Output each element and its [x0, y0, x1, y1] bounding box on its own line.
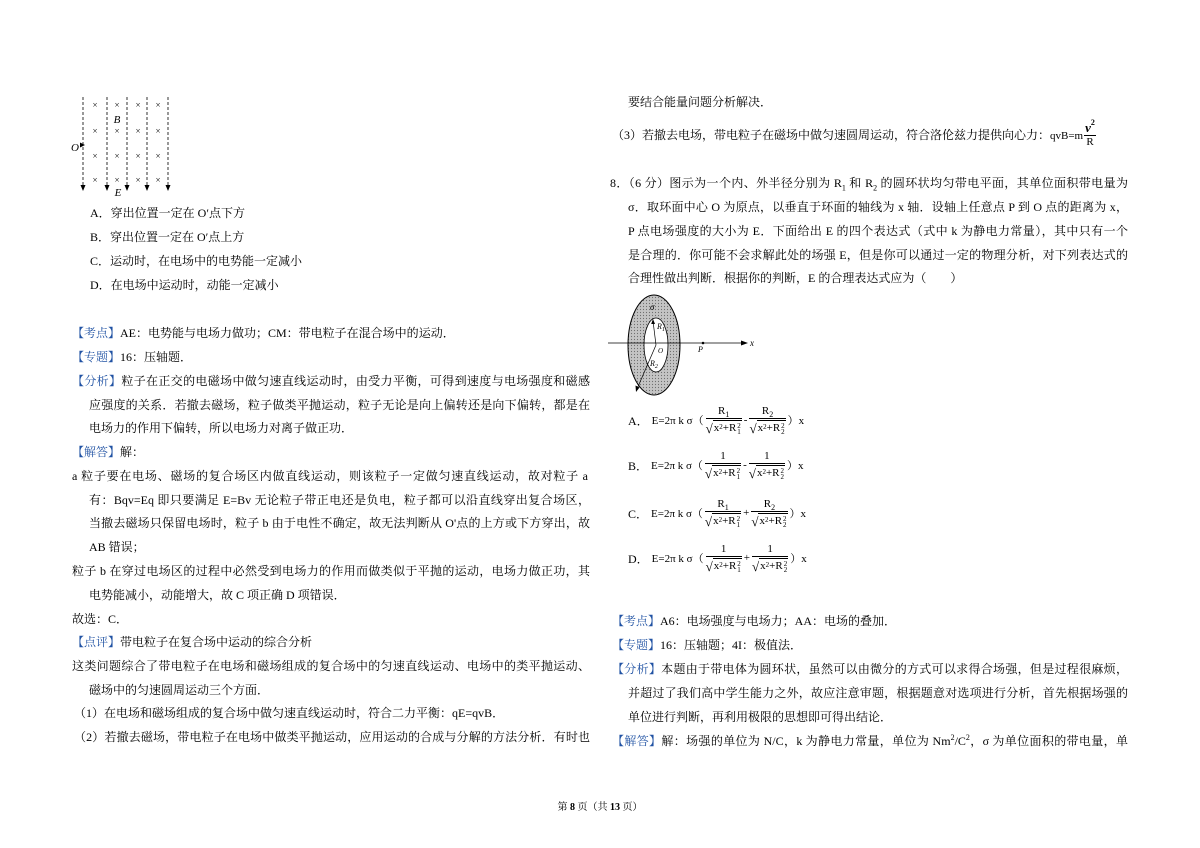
numerator-subscript: 2 [771, 503, 776, 513]
subscript: 2 [873, 183, 878, 193]
dianping-text: 带电粒子在复合场中运动的综合分析 [120, 635, 313, 649]
fraction-denominator [752, 557, 788, 573]
kaodian-text: AE：电势能与电场力做功；CM：带电粒子在混合场中的运动． [120, 326, 455, 340]
cross-mark: × [114, 126, 120, 136]
exponent: 2 [737, 560, 741, 568]
footer-text: 页） [620, 802, 643, 813]
numerator-value: R [717, 498, 725, 510]
point-p-dot [702, 342, 705, 345]
subscript: 2 [780, 473, 784, 481]
question-8-line: 合理性做出判断．根据你的判断，E 的合理表达式应为（ ） [628, 271, 963, 285]
formula-fraction [752, 543, 788, 573]
sup-sub [781, 423, 785, 435]
arrow-right-icon [80, 143, 85, 148]
r1-label-sub: 1 [661, 327, 665, 333]
formula-num-var: v [1085, 120, 1091, 135]
formula-fraction [1084, 117, 1096, 149]
var-x: x [757, 422, 764, 434]
var-r: R [775, 560, 783, 572]
formula-lhs: qvB=m [1050, 130, 1084, 142]
sup-sub [781, 468, 785, 480]
sup-sub [737, 516, 741, 528]
question-8-line: σ．取环面中心 O 为原点，以垂直于环面的轴线为 x 轴．设轴上任意点 P 到 O 点的距离为 x， [628, 200, 1128, 214]
field-e-label: E [114, 187, 122, 199]
subscript: 2 [781, 428, 785, 436]
zhuanti-text: 16：压轴题． [120, 350, 193, 364]
fraction-numerator [705, 450, 741, 464]
plus-sign: + [768, 515, 775, 527]
dianping-line [72, 634, 312, 650]
question-8-line [610, 175, 1128, 191]
radicand [759, 558, 788, 573]
fraction-denominator [706, 557, 742, 573]
numerator-value: R [763, 498, 772, 510]
formula-fraction [706, 543, 742, 573]
exponent: 2 [765, 561, 770, 569]
arrow-down-icon [125, 185, 130, 191]
formula-option-b [628, 450, 804, 480]
var-x: x [759, 515, 765, 527]
plus-sign: + [722, 515, 729, 527]
exponent: 2 [719, 561, 723, 569]
dianping-item [612, 117, 1096, 148]
option-label: C． [628, 506, 649, 521]
sup-sub [737, 423, 741, 435]
radicand [758, 513, 787, 528]
exponent: 2 [763, 423, 767, 431]
cross-mark: × [114, 151, 120, 161]
var-r: R [772, 467, 780, 479]
r2-label-base: R [650, 359, 655, 368]
var-r: R [728, 467, 736, 479]
exponent: 2 [762, 468, 766, 476]
fraction-denominator [705, 464, 741, 480]
plus-sign: + [769, 560, 776, 572]
arrow-down-icon [105, 185, 110, 191]
arrow-down-icon [166, 185, 171, 191]
sqrt-icon: √ [749, 421, 757, 436]
sup-sub [783, 516, 787, 528]
formula-prefix: E=2π k σ（ [651, 553, 704, 565]
fraction-numerator [749, 405, 785, 419]
formula-suffix: ）x [787, 415, 805, 427]
cross-mark: × [155, 126, 161, 136]
jieda-text: 解： [120, 445, 145, 459]
fraction-numerator [706, 543, 742, 557]
exponent: 2 [718, 516, 723, 524]
fraction-numerator [752, 543, 788, 557]
arrow-right-icon [741, 341, 748, 346]
subscript: 2 [783, 566, 788, 574]
numerator-subscript: 1 [724, 503, 729, 513]
var-x: x [713, 467, 719, 479]
operator: - [743, 459, 747, 471]
fenxi-label: 【分析】 [612, 662, 662, 676]
plus-sign: + [722, 422, 729, 434]
cross-mark: × [155, 175, 161, 185]
jieda-line [612, 733, 1128, 749]
numerator-value: 1 [720, 450, 726, 462]
question-8-line: P 点电场强度的大小为 E．下面给出 E 的四个表达式（式中 k 为静电力常量），其中只有一个 [628, 224, 1128, 238]
operator: - [743, 414, 748, 426]
arrow-down-icon [145, 185, 150, 191]
formula-prefix: E=2π k σ（ [651, 508, 703, 520]
operator: + [743, 507, 750, 519]
jieda-line [72, 444, 144, 460]
origin-o-label: O [71, 142, 79, 154]
point-p-label: P [698, 345, 703, 354]
jieda-line: 当撤去磁场只保留电场时，粒子 b 由于电性不确定，故无法判断从 O'点的上方或下方穿出，故 [89, 516, 590, 530]
dianping-label: 【点评】 [72, 635, 121, 649]
arrow-down-icon [81, 185, 86, 191]
fenxi-label: 【分析】 [72, 374, 122, 388]
jieda-line: AB 错误； [89, 540, 145, 554]
kaodian-line [612, 613, 896, 629]
origin-label: O [658, 347, 664, 355]
cross-mark: × [114, 175, 120, 185]
subscript: 1 [736, 521, 741, 529]
sup-sub [737, 561, 741, 573]
option-label: D． [628, 551, 649, 566]
var-x: x [713, 560, 720, 572]
formula-suffix: ）x [787, 460, 804, 472]
formula-fraction [749, 405, 785, 435]
dianping-line: 要结合能量问题分析解决． [628, 95, 773, 109]
sqrt-icon: √ [751, 514, 759, 529]
sqrt-icon: √ [704, 514, 713, 529]
plus-sign: + [722, 467, 729, 479]
subscript: 1 [841, 183, 846, 193]
sqrt-icon: √ [748, 466, 756, 481]
dianping-item-text: （3）若撤去电场，带电粒子在磁场中做匀速圆周运动，符合洛伦兹力提供向心力： [612, 127, 1051, 142]
dianping-line: 磁场中的匀速圆周运动三个方面． [89, 683, 270, 697]
exponent: 2 [719, 423, 723, 431]
dianping-item: （2）若撤去磁场，带电粒子在电场中做类平抛运动，应用运动的合成与分解的方法分析．有时也 [74, 730, 590, 744]
numerator-value: R [718, 405, 726, 417]
cross-mark: × [155, 151, 161, 161]
zhuanti-line [612, 637, 802, 653]
fraction-numerator [751, 498, 787, 512]
field-b-label: B [113, 114, 121, 126]
cross-mark: × [135, 151, 141, 161]
exponent: 2 [736, 467, 741, 475]
var-r: R [772, 422, 781, 434]
kaodian-label: 【考点】 [72, 326, 121, 340]
page-footer [0, 801, 1200, 815]
zhuanti-line [72, 349, 192, 365]
var-r: R [774, 515, 783, 527]
exponent: 2 [783, 515, 787, 523]
sqrt-icon: √ [705, 421, 713, 436]
operator: + [743, 552, 750, 564]
dianping-item: （1）在电场和磁场组成的复合场中做匀速直线运动时，符合二力平衡：qE=qvB． [74, 706, 505, 720]
jieda-text: 解：场强的单位为 N/C，k 为静电力常量，单位为 Nm [661, 734, 951, 748]
magnetic-field-figure [70, 92, 176, 198]
option-c: C．运动时，在电场中的电势能一定减小 [90, 254, 303, 268]
var-x: x [756, 467, 763, 479]
option-label: B． [628, 458, 649, 473]
radicand [712, 513, 741, 528]
sup-sub [784, 561, 788, 573]
question-text: 的圆环状均匀带电平面，其单位面积带电量为 [877, 176, 1128, 190]
subscript: 1 [736, 473, 741, 481]
option-b: B．穿出位置一定在 O′点上方 [90, 230, 245, 244]
var-r: R [728, 560, 737, 572]
footer-text: 第 [557, 802, 570, 813]
fenxi-line: 应强度的关系．若撤去磁场，粒子做类平抛运动，粒子无论是向上偏转还是向下偏转，都是在 [89, 398, 590, 412]
fenxi-line: 单位进行判断，再利用极限的思想即可得出结论． [628, 710, 893, 724]
sqrt-icon: √ [705, 559, 713, 574]
cross-mark: × [155, 100, 161, 110]
fenxi-line [72, 373, 590, 389]
sqrt-icon: √ [704, 466, 713, 481]
formula-option-d [628, 543, 807, 573]
jieda-line: 粒子 b 在穿过电场区的过程中必然受到电场力的作用而做类似于平抛的运动，电场力做正功，其 [72, 564, 590, 578]
r2-label-sub: 2 [654, 364, 658, 370]
jieda-label: 【解答】 [612, 734, 662, 748]
exponent: 2 [764, 516, 769, 524]
jieda-line: 电势能减小，动能增大，故 C 项正确 D 项错误． [89, 588, 346, 602]
page-number: 8 [570, 802, 575, 813]
superscript: 2 [965, 733, 970, 742]
exponent: 2 [718, 468, 723, 476]
numerator-value: 1 [720, 543, 727, 555]
jieda-label: 【解答】 [72, 445, 121, 459]
charged-ring-figure [600, 290, 760, 402]
kaodian-text: A6：电场强度与电场力；AA：电场的叠加． [660, 614, 897, 628]
formula-option-a [628, 405, 804, 435]
numerator-value: 1 [767, 543, 773, 555]
fenxi-line [612, 661, 1128, 677]
sqrt-icon: √ [752, 559, 760, 574]
cross-mark: × [135, 100, 141, 110]
radicand [712, 465, 741, 480]
zhuanti-label: 【专题】 [612, 638, 661, 652]
formula-fraction [705, 450, 741, 480]
cross-mark: × [135, 126, 141, 136]
fraction-denominator [751, 512, 787, 528]
exponent: 2 [781, 422, 785, 430]
formula-fraction [749, 450, 785, 480]
option-d: D．在电场中运动时，动能一定减小 [90, 278, 279, 292]
plus-sign: + [722, 560, 729, 572]
footer-text: 页（共 [575, 802, 610, 813]
sup-sub [737, 468, 741, 480]
lorentz-formula [1050, 117, 1096, 150]
answer-line: 故选：C． [72, 612, 129, 626]
radicand [713, 558, 742, 573]
fraction-denominator [705, 512, 741, 528]
jieda-line: 有：Bqv=Eq 即只要满足 E=Bv 无论粒子带正电还是负电，粒子都可以沿直线穿出复合场区， [89, 493, 590, 507]
cross-mark: × [92, 151, 98, 161]
superscript: 2 [950, 733, 955, 742]
r1-label-base: R [657, 322, 662, 331]
jieda-text: ，σ 为单位面积的带电量，单 [969, 734, 1128, 748]
numerator-subscript: 1 [725, 410, 730, 420]
fraction-numerator [705, 498, 741, 512]
question-text: 8．（6 分）图示为一个内、外半径分别为 R [610, 176, 842, 190]
formula-prefix: E=2π k σ（ [651, 415, 704, 427]
var-x: x [713, 515, 719, 527]
fraction-numerator [749, 450, 785, 464]
numerator-value: 1 [764, 450, 770, 462]
exponent: 2 [737, 422, 741, 430]
subscript: 1 [737, 428, 741, 436]
formula-suffix: ）x [790, 553, 807, 565]
numerator-subscript: 2 [769, 410, 774, 420]
fraction-denominator [749, 464, 785, 480]
kaodian-line [72, 325, 455, 341]
formula-fraction [705, 498, 741, 528]
formula-numerator [1084, 117, 1096, 136]
subscript: 1 [737, 566, 741, 574]
sigma-label: σ [650, 302, 655, 312]
dianping-line: 这类问题综合了带电粒子在电场和磁场组成的复合场中的匀速直线运动、电场中的类平抛运动、 [72, 659, 590, 673]
zhuanti-label: 【专题】 [72, 350, 121, 364]
radicand [756, 465, 785, 480]
jieda-line: a 粒子要在电场、磁场的复合场区内做直线运动，则该粒子一定做匀速直线运动，故对粒子 a [72, 469, 588, 483]
exponent: 2 [736, 515, 741, 523]
exponent: 2 [780, 467, 784, 475]
formula-denominator: R [1086, 136, 1094, 148]
option-label: A． [628, 413, 649, 428]
option-a: A．穿出位置一定在 O′点下方 [90, 206, 245, 220]
fenxi-text: 本题由于带电体为圆环状，虽然可以由微分的方式可以求得合场强，但是过程很麻烦， [661, 662, 1128, 676]
formula-suffix: ）x [789, 508, 807, 520]
numerator-value: R [761, 405, 770, 417]
var-r: R [728, 515, 736, 527]
page-total: 13 [610, 802, 620, 813]
formula-fraction [706, 405, 742, 435]
cross-mark: × [92, 175, 98, 185]
var-x: x [760, 560, 766, 572]
question-text: 和 R [845, 176, 874, 190]
cross-mark: × [135, 175, 141, 185]
exponent: 2 [783, 560, 788, 568]
fenxi-text: 粒子在正交的电磁场中做匀速直线运动时，由受力平衡，可得到速度与电场强度和磁感 [121, 374, 590, 388]
formula-num-exp: 2 [1090, 117, 1095, 127]
subscript: 2 [783, 521, 787, 529]
question-8-line: 是合理的．你可能不会求解此处的场强 E，但是你可以通过一定的物理分析，对下列表达式的 [628, 248, 1128, 262]
formula-prefix: E=2π k σ（ [651, 460, 703, 472]
fraction-denominator [706, 419, 742, 435]
cross-mark: × [92, 100, 98, 110]
fenxi-line: 电场力的作用下偏转，所以电场力对离子做正功． [89, 421, 354, 435]
fenxi-line: 并超过了我们高中学生能力之外，故应注意审题，根据题意对选项进行分析，首先根据场强的 [628, 686, 1128, 700]
plus-sign: + [765, 467, 773, 479]
cross-mark: × [114, 100, 120, 110]
formula-option-c [628, 498, 806, 528]
x-axis-label: x [750, 338, 754, 348]
radicand [713, 420, 742, 435]
radicand [757, 420, 786, 435]
kaodian-label: 【考点】 [612, 614, 661, 628]
var-r: R [728, 422, 737, 434]
cross-mark: × [92, 126, 98, 136]
fraction-numerator [706, 405, 742, 419]
fraction-denominator [749, 419, 785, 435]
plus-sign: + [766, 422, 773, 434]
var-x: x [713, 422, 720, 434]
formula-fraction [751, 498, 787, 528]
zhuanti-text: 16：压轴题；4I：极值法． [660, 638, 803, 652]
jieda-text: /C [954, 734, 966, 748]
